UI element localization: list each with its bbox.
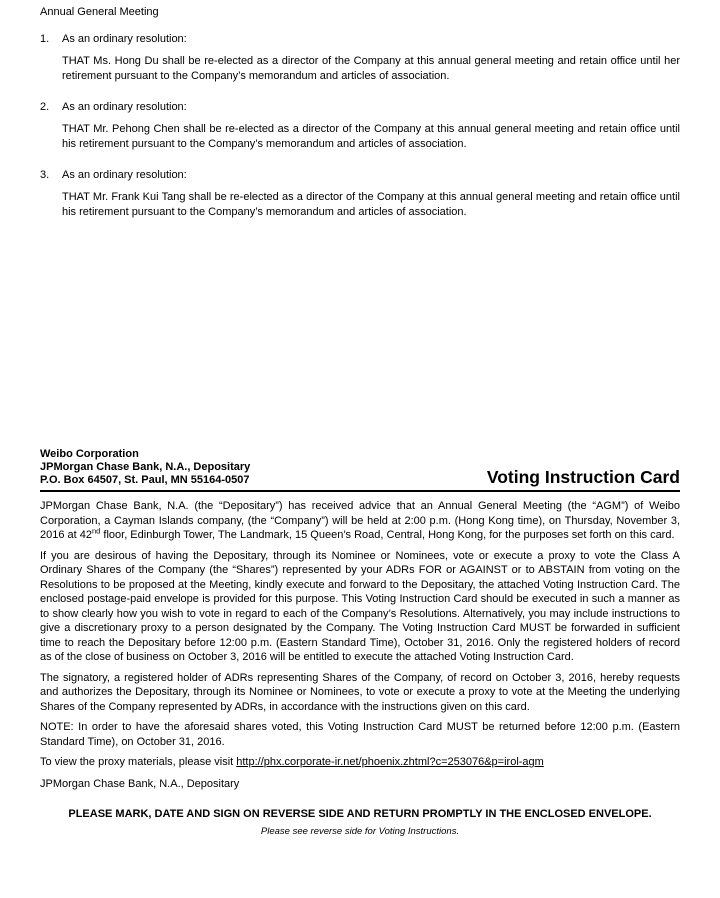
intro-paragraph-after: floor, Edinburgh Tower, The Landmark, 15 Queen’s Road, Central, Hong Kong, for the purposes set forth on this card. [100, 529, 675, 541]
resolution-3-number: 3. [40, 169, 50, 181]
resolution-3-label: As an ordinary resolution: [62, 169, 187, 181]
resolution-2-number: 2. [40, 101, 50, 113]
resolution-1-label: As an ordinary resolution: [62, 33, 187, 45]
resolution-3-head [40, 168, 680, 183]
address-line-company: Weibo Corporation [40, 448, 139, 460]
agm-resolutions-section [40, 5, 680, 220]
proxy-materials-prefix: To view the proxy materials, please visit [40, 756, 237, 768]
note-paragraph: NOTE: In order to have the aforesaid shares voted, this Voting Instruction Card MUST be returned before 12:00 p.m. (Eastern Standard Time), on October 31, 2016. [40, 721, 680, 748]
resolution-1-number: 1. [40, 33, 50, 45]
signatory-paragraph: The signatory, a registered holder of ADRs representing Shares of the Company, of record on October 3, 2016, hereby requests and authorizes the Depositary, through its Nominee or Nominees, to vote or execute a proxy to vote at the Meeting the underlying Shares of the Company represented by ADRs, in accordance with the instructions given on this card. [40, 671, 680, 713]
instructions-paragraph: If you are desirous of having the Depositary, through its Nominee or Nominees, vote or execute a proxy to vote the Class A Ordinary Shares of the Company (the “Shares”) represented by your ADRs FOR or AGAINST or to ABSTAIN from voting on the Resolutions to be proposed at the Meeting, kindly execute and forward to the Depositary, the attached Voting Instruction Card. The enclosed postage-paid envelope is provided for this purpose. This Voting Instruction Card should be executed in such a manner as to show clearly how you wish to vote in regard to each of the Company’s Resolutions. Alternatively, you may include instructions to give a discretionary proxy to a person designated by the Company. The Voting Instruction Card MUST be forwarded in sufficient time to reach the Depositary before 12:00 p.m. (Eastern Standard Time), October 31, 2016. Only the registered holders of record as of the close of business on October 3, 2016 will be entitled to execute the attached Voting Instruction Card. [40, 549, 680, 663]
resolution-2-text: THAT Mr. Pehong Chen shall be re-elected as a director of the Company at this annual general meeting and retain office until his retirement pursuant to the Company’s memorandum and articles of association. [62, 123, 680, 150]
resolution-2-label: As an ordinary resolution: [62, 101, 187, 113]
card-header [40, 448, 680, 492]
resolution-1-head [40, 32, 680, 47]
resolution-3-text: THAT Mr. Frank Kui Tang shall be re-elected as a director of the Company at this annual general meeting and retain office until his retirement pursuant to the Company’s memorandum and articles of association. [62, 191, 680, 218]
proxy-materials-link[interactable]: http://phx.corporate-ir.net/phoenix.zhtml?c=253076&p=irol-agm [236, 756, 544, 768]
address-line-depositary: JPMorgan Chase Bank, N.A., Depositary [40, 461, 251, 473]
card-title: Voting Instruction Card [486, 467, 680, 487]
depositary-signoff: JPMorgan Chase Bank, N.A., Depositary [40, 777, 240, 790]
footer-instruction: PLEASE MARK, DATE AND SIGN ON REVERSE SIDE AND RETURN PROMPTLY IN THE ENCLOSED ENVELOPE. [68, 808, 652, 820]
resolution-item-2 [40, 100, 680, 152]
intro-paragraph-before: JPMorgan Chase Bank, N.A. (the “Depositary”) has received advice that an Annual General Meeting (the “AGM”) of Weibo Corporation, a Cayman Islands company, (the “Company”) will be held at 2:00 p.m. (Hong Kong time), on Thursday, November 3, 2016 at 42 [40, 500, 680, 541]
agm-title: Annual General Meeting [40, 6, 159, 18]
resolution-1-text: THAT Ms. Hong Du shall be re-elected as a director of the Company at this annual general meeting and retain office until her retirement pursuant to the Company’s memorandum and articles of association. [62, 55, 680, 82]
ordinal-superscript: nd [92, 526, 101, 536]
footer-reverse-note: Please see reverse side for Voting Instructions. [260, 826, 460, 837]
intro-paragraph [40, 499, 680, 543]
address-line-pobox: P.O. Box 64507, St. Paul, MN 55164-0507 [40, 474, 250, 486]
resolution-2-head [40, 100, 680, 115]
depositary-address-block [40, 448, 250, 487]
resolution-item-3 [40, 168, 680, 220]
resolution-item-1 [40, 32, 680, 84]
proxy-materials-line [40, 755, 680, 770]
